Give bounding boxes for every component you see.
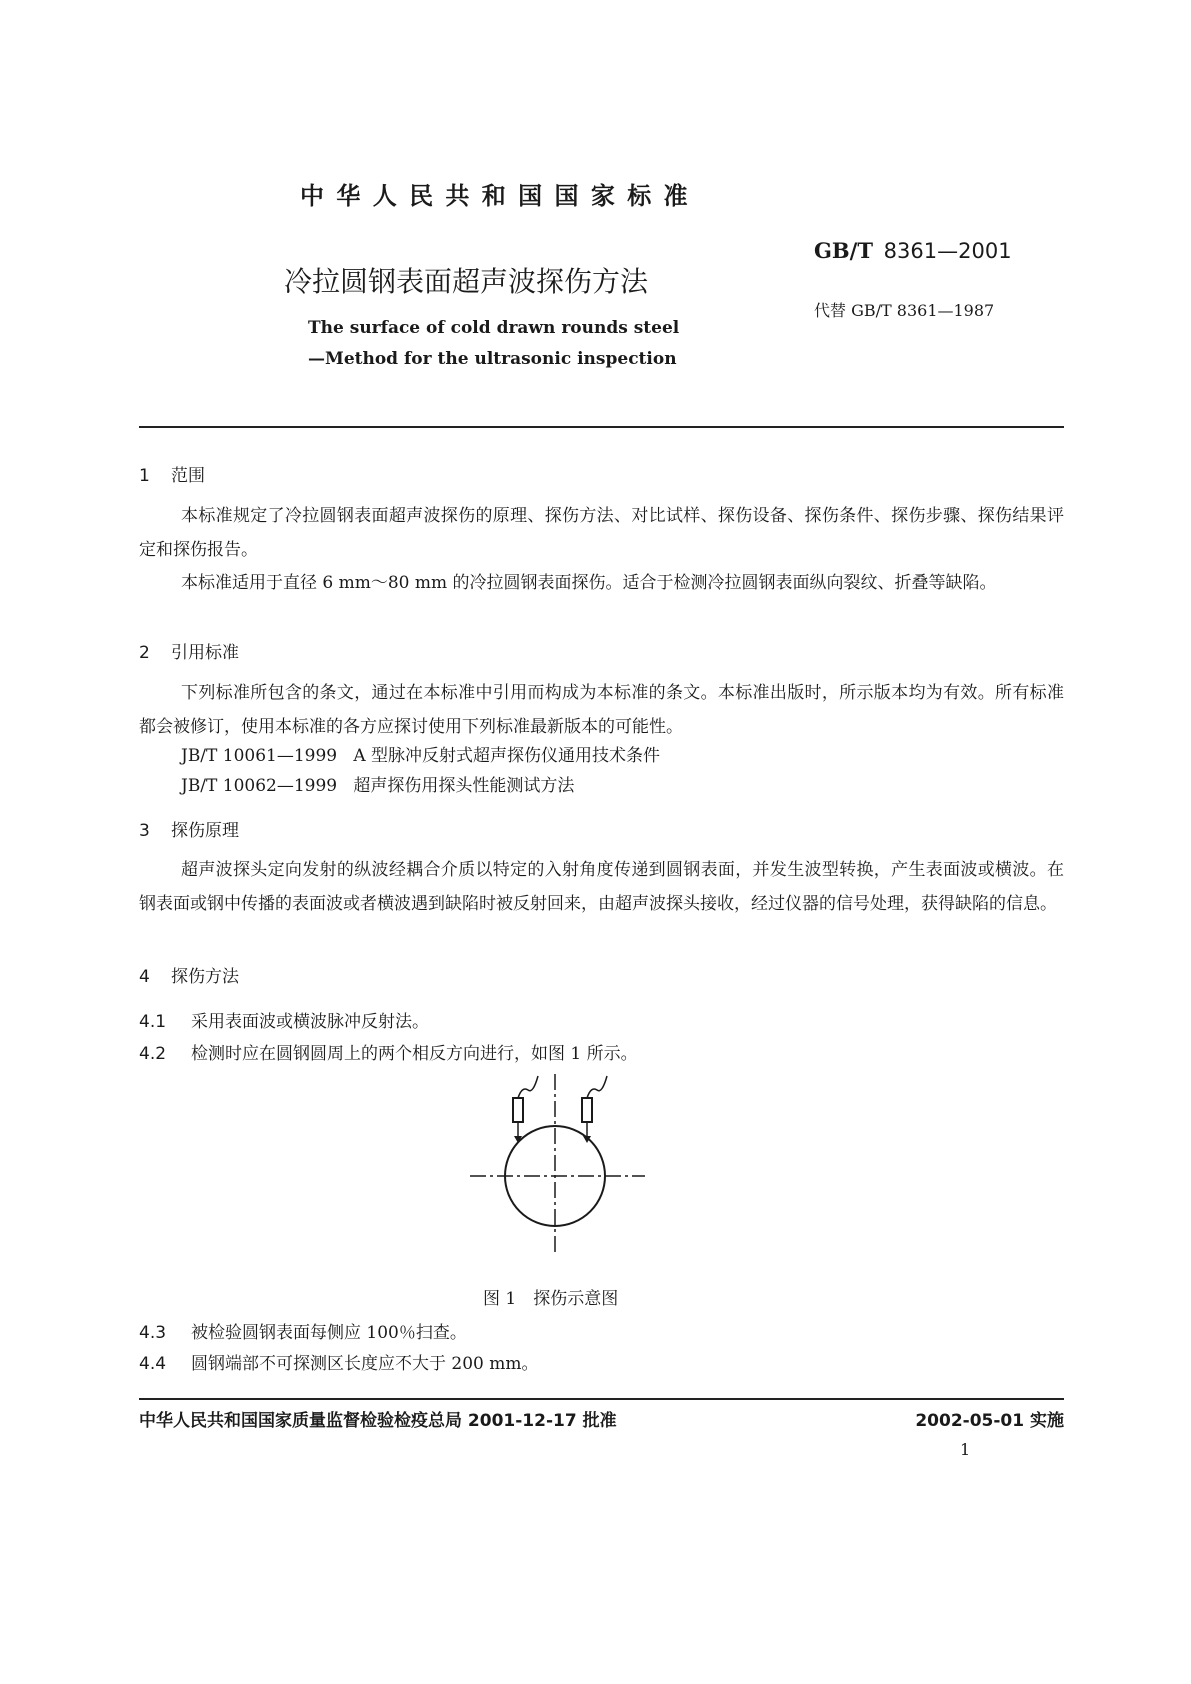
standard-code-prefix: GB/T — [814, 238, 873, 263]
figure-1-caption: 图 1 探伤示意图 — [483, 1289, 619, 1309]
implementation-date: 2002-05-01 实施 — [915, 1411, 1064, 1431]
right-probe-cable — [587, 1076, 607, 1098]
page-number: 1 — [960, 1440, 971, 1459]
section-3-paragraph-1: 超声波探头定向发射的纵波经耦合介质以特定的入射角度传递到圆钢表面，并发生波型转换，产生表面波或横波。在钢表面或钢中传播的表面波或者横波遇到缺陷时被反射回来，由超声波探头接收，经过仪器的信号处理，获得缺陷的信息。 — [139, 860, 1064, 914]
section-number: 4 — [139, 967, 150, 987]
clause-text: 被检验圆钢表面每侧应 100％扫查。 — [191, 1323, 467, 1343]
clause-text: 采用表面波或横波脉冲反射法。 — [191, 1012, 429, 1032]
section-2-paragraph-1: 下列标准所包含的条文，通过在本标准中引用而构成为本标准的条文。本标准出版时，所示版本均为有效。所有标准都会被修订，使用本标准的各方应探讨使用下列标准最新版本的可能性。 — [139, 683, 1064, 737]
footer-divider — [139, 1398, 1064, 1400]
clause-number: 4.2 — [139, 1044, 167, 1064]
standard-code-number: 8361—2001 — [883, 239, 1012, 263]
clause-4-4 — [139, 1349, 539, 1374]
left-probe-cable — [518, 1076, 538, 1098]
right-probe — [582, 1098, 592, 1122]
figure-1-inspection-diagram — [460, 1064, 660, 1264]
approval-statement: 中华人民共和国国家质量监督检验检疫总局 2001-12-17 批准 — [139, 1411, 617, 1431]
section-1-paragraph-2: 本标准适用于直径 6 mm～80 mm 的冷拉圆钢表面探伤。适合于检测冷拉圆钢表面纵向裂纹、折叠等缺陷。 — [181, 573, 997, 593]
clause-number: 4.3 — [139, 1323, 167, 1343]
replaces-standard: 代替 GB/T 8361—1987 — [814, 301, 995, 320]
national-standard-label: 中 华 人 民 共 和 国 国 家 标 准 — [300, 182, 690, 210]
section-4-heading — [139, 962, 239, 987]
document-title-en-line2: —Method for the ultrasonic inspection — [308, 349, 677, 369]
clause-4-1 — [139, 1007, 429, 1032]
clause-4-3 — [139, 1318, 467, 1343]
clause-4-2 — [139, 1039, 638, 1064]
section-number: 3 — [139, 821, 150, 841]
clause-number: 4.4 — [139, 1354, 167, 1374]
section-title: 探伤方法 — [171, 967, 239, 987]
document-title-cn: 冷拉圆钢表面超声波探伤方法 — [284, 265, 649, 298]
normative-reference-2: JB/T 10062—1999 超声探伤用探头性能测试方法 — [181, 776, 575, 796]
section-1-heading — [139, 461, 205, 486]
section-number: 2 — [139, 643, 150, 663]
clause-text: 检测时应在圆钢圆周上的两个相反方向进行，如图 1 所示。 — [191, 1044, 638, 1064]
section-title: 探伤原理 — [171, 821, 239, 841]
section-title: 范围 — [171, 466, 205, 486]
section-1-paragraph-1: 本标准规定了冷拉圆钢表面超声波探伤的原理、探伤方法、对比试样、探伤设备、探伤条件、探伤步骤、探伤结果评定和探伤报告。 — [139, 506, 1064, 560]
left-probe — [513, 1098, 523, 1122]
section-number: 1 — [139, 466, 150, 486]
clause-text: 圆钢端部不可探测区长度应不大于 200 mm。 — [191, 1354, 539, 1374]
section-title: 引用标准 — [171, 643, 239, 663]
section-3-heading — [139, 816, 239, 841]
normative-reference-1: JB/T 10061—1999 A 型脉冲反射式超声探伤仪通用技术条件 — [181, 746, 661, 766]
clause-number: 4.1 — [139, 1012, 167, 1032]
document-title-en-line1: The surface of cold drawn rounds steel — [308, 318, 680, 338]
section-2-heading — [139, 638, 239, 663]
header-divider — [139, 426, 1064, 428]
standard-code — [814, 238, 1012, 263]
